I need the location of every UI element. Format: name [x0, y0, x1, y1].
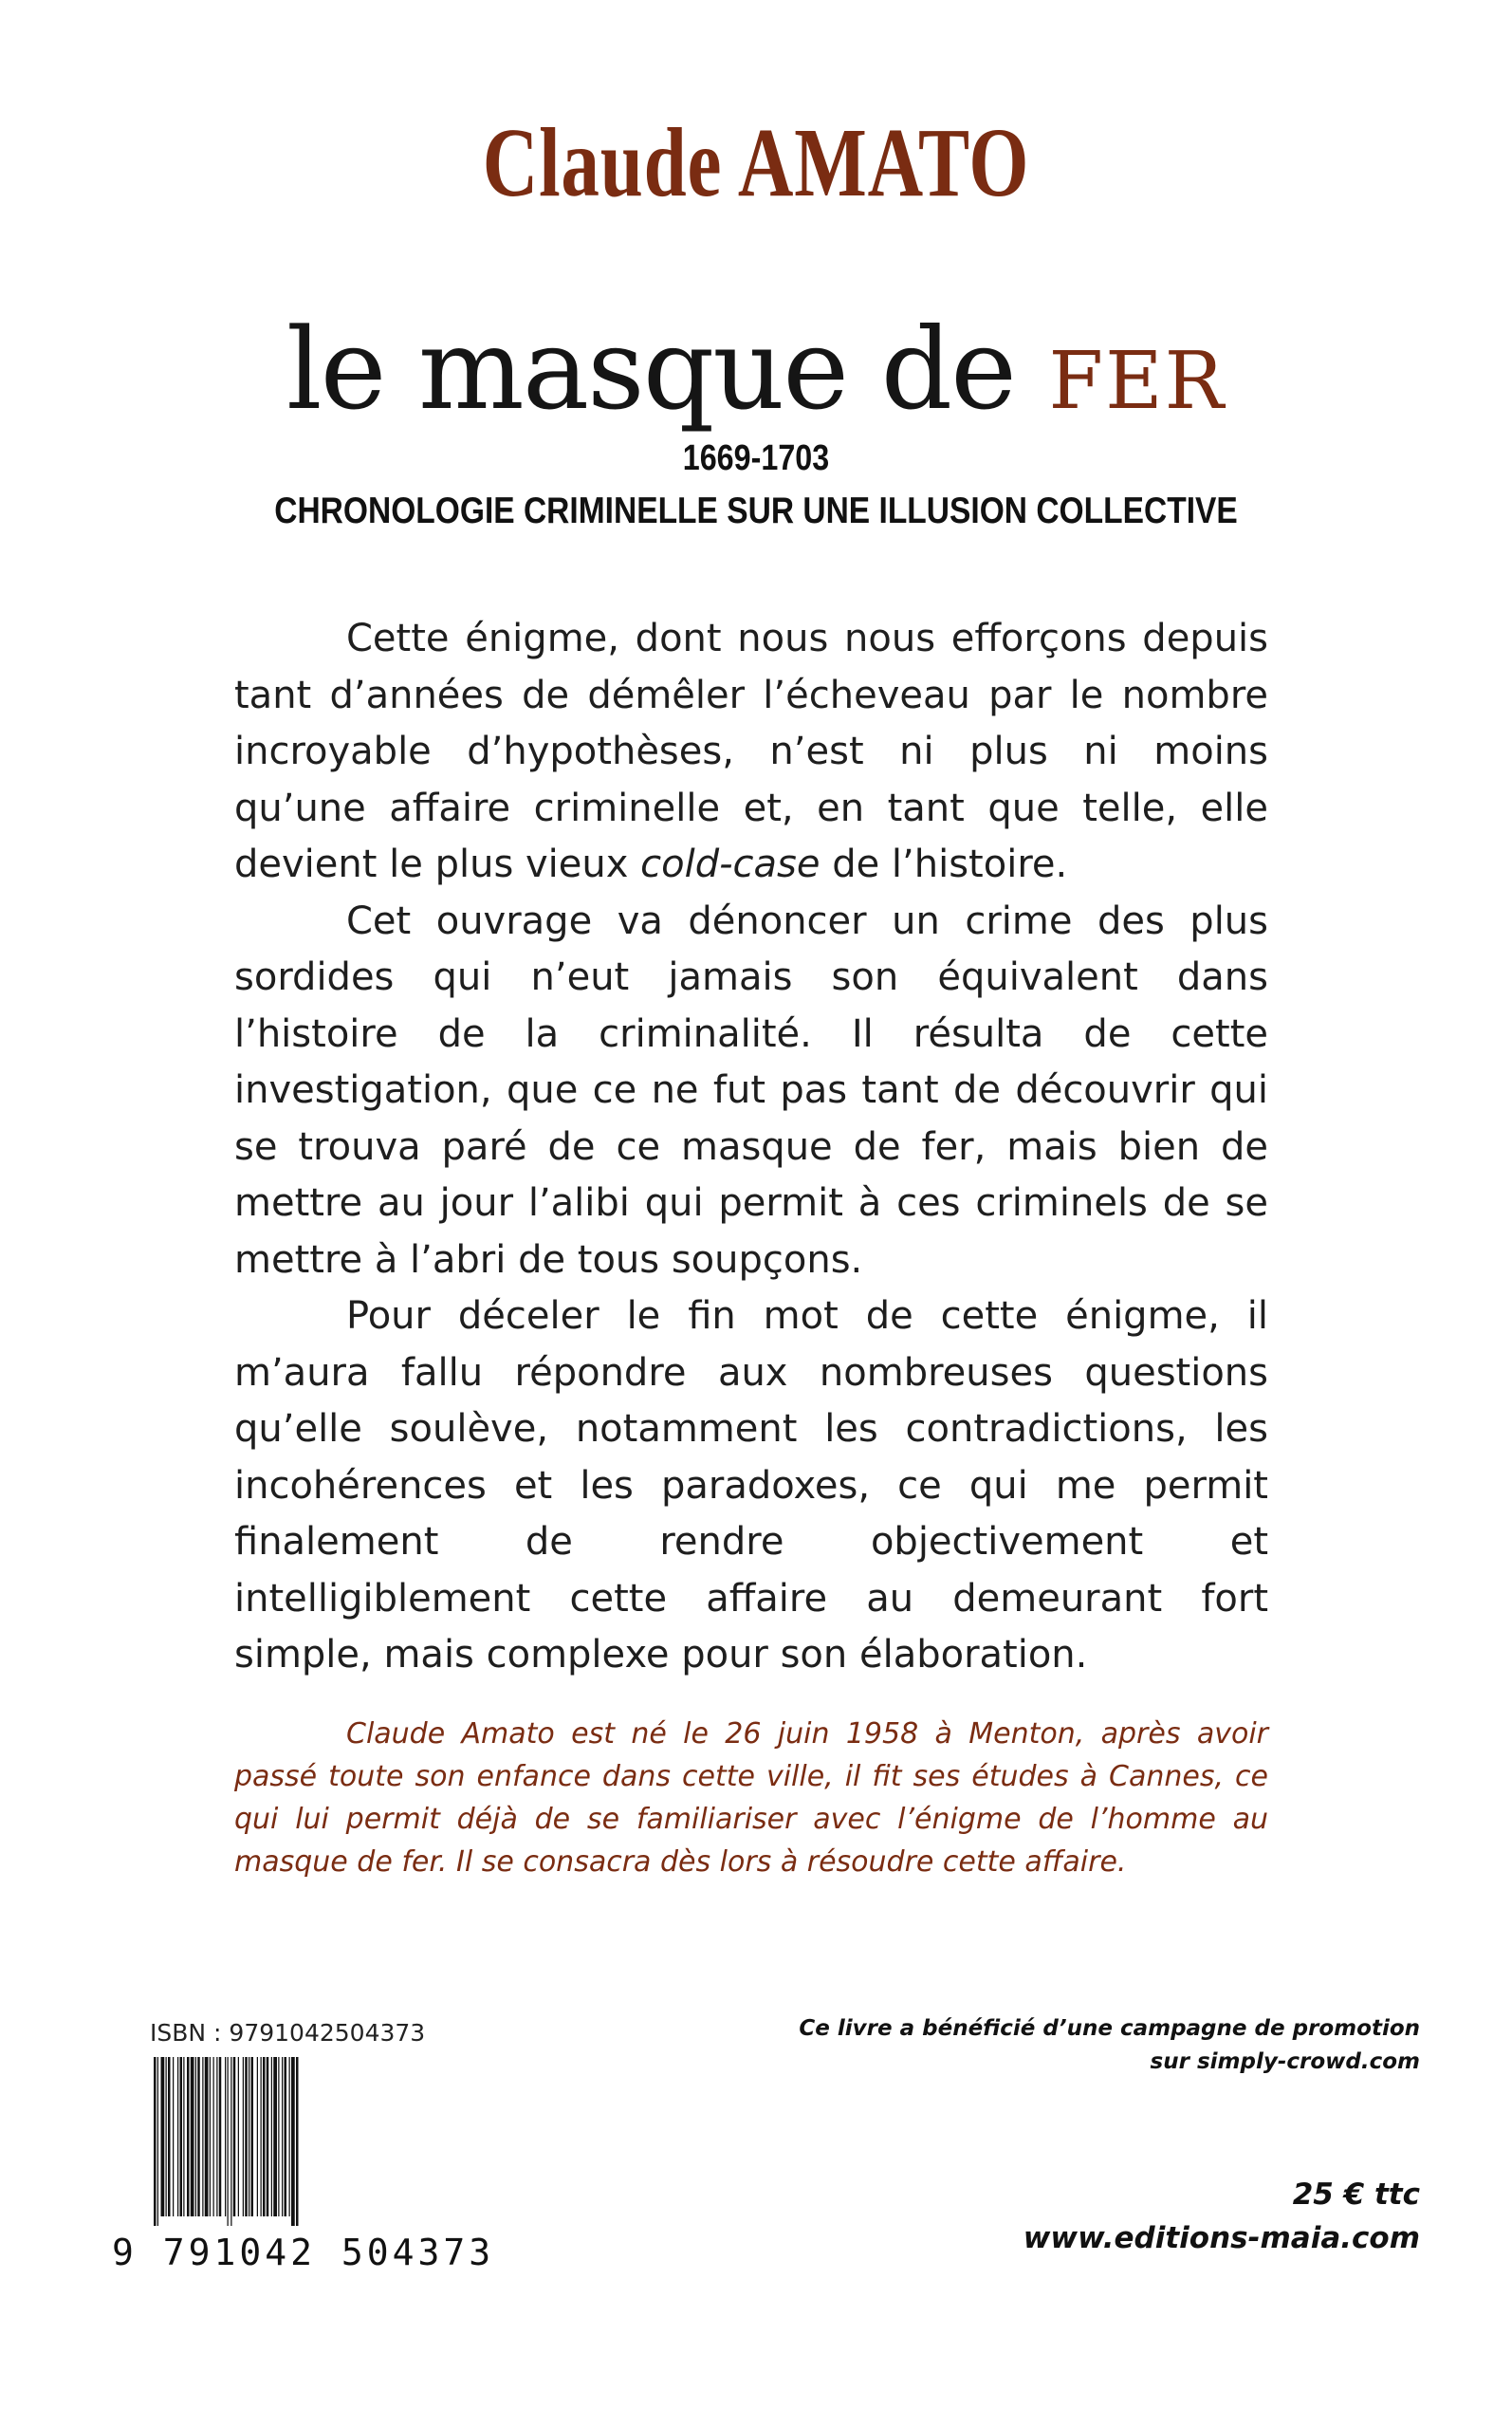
- barcode-bar: [238, 2057, 239, 2216]
- price-block: [1023, 2173, 1420, 2260]
- author-bio-text: Claude Amato est né le 26 juin 1958 à Menton, après avoir passé toute son enfance dans cette ville, il fit ses études à Cannes, ce qui lui permit déjà de se familiariser avec l’énigme de l’homme au masque de fer. Il se consacra dès lors à résoudre cette affaire.: [234, 1717, 1268, 1879]
- barcode-bar: [257, 2057, 258, 2216]
- barcode-bar: [157, 2057, 158, 2226]
- blurb-paragraph-2: Cet ouvrage va dénoncer un crime des plus sordides qui n’eut jamais son équivalent dans l’histoire de la criminalité. Il résulta de cette investigation, que ce ne fut pas tant de découvrir qui se trouva paré de ce masque de fer, mais bien de mettre au jour l’alibi qui permit à ces criminels de se mettre à l’abri de tous soupçons.: [234, 899, 1268, 1282]
- barcode: [154, 2057, 429, 2226]
- author-name: Claude AMATO: [482, 108, 1030, 217]
- blurb-paragraph-3: Pour déceler le fin mot de cette énigme, il m’aura fallu répondre aux nombreuses questions qu’elle soulève, notamment les contradictions, les incohérences et les paradoxes, ce qui me permit finalement de rendre objectivement et intelligiblement cette affaire au demeurant fort simple, mais complexe pour son élaboration.: [234, 1294, 1268, 1677]
- book-subtitle: [0, 438, 1512, 532]
- barcode-bar: [195, 2057, 196, 2216]
- barcode-bar: [251, 2057, 254, 2216]
- barcode-bar: [230, 2057, 231, 2226]
- isbn-label: ISBN : 9791042504373: [150, 2019, 426, 2047]
- barcode-bar: [210, 2057, 211, 2216]
- author-bio: [234, 1713, 1268, 1883]
- barcode-bar: [233, 2057, 236, 2216]
- promotion-note: [756, 2012, 1420, 2079]
- barcode-bar: [191, 2057, 194, 2216]
- blurb-paragraph-1: [234, 611, 1268, 894]
- promotion-line-2: sur simply-crowd.com: [1150, 2049, 1420, 2074]
- book-title: [0, 304, 1512, 435]
- blurb-p1-text: Cette énigme, dont nous nous efforçons depuis tant d’années de démêler l’écheveau par le nombre incroyable d’hypothèses, n’est ni plus ni moins qu’une affaire criminelle et, en tant que telle, elle devient le plus vieux: [234, 617, 1268, 886]
- price: 25 € ttc: [1292, 2177, 1420, 2212]
- blurb-p1-italic: cold-case: [640, 843, 821, 886]
- barcode-bar: [263, 2057, 266, 2216]
- book-tagline: CHRONOLOGIE CRIMINELLE SUR UNE ILLUSION COLLECTIVE: [274, 491, 1238, 531]
- book-title-accent: fer: [1048, 304, 1226, 435]
- barcode-bar: [285, 2057, 287, 2216]
- barcode-bar: [187, 2057, 190, 2216]
- barcode-bar: [273, 2057, 277, 2216]
- blurb: [234, 611, 1268, 1684]
- barcode-bar: [225, 2057, 226, 2216]
- barcode-bar: [245, 2057, 248, 2216]
- barcode-bar: [219, 2057, 222, 2216]
- barcode-digits: 9 791042 504373: [112, 2232, 495, 2273]
- barcode-bar: [166, 2057, 167, 2216]
- barcode-bar: [161, 2057, 165, 2216]
- barcode-bar: [202, 2057, 203, 2216]
- book-years: 1669-1703: [682, 438, 830, 478]
- barcode-bar: [197, 2057, 200, 2216]
- barcode-bar: [183, 2057, 184, 2216]
- barcode-bar: [278, 2057, 279, 2216]
- blurb-p1-end: de l’histoire.: [820, 843, 1068, 886]
- barcode-bar: [213, 2057, 214, 2216]
- barcode-bar: [291, 2057, 295, 2226]
- barcode-bar: [289, 2057, 290, 2216]
- barcode-bar: [177, 2057, 178, 2216]
- barcode-bar: [168, 2057, 171, 2216]
- barcode-bar: [216, 2057, 217, 2216]
- barcode-bar: [180, 2057, 183, 2216]
- barcode-bar: [267, 2057, 269, 2216]
- barcode-bar: [296, 2057, 299, 2226]
- barcode-bar: [271, 2057, 272, 2216]
- barcode-bar: [228, 2057, 229, 2226]
- barcode-bar: [205, 2057, 209, 2216]
- publisher-website: www.editions-maia.com: [1023, 2221, 1420, 2255]
- barcode-bar: [282, 2057, 283, 2216]
- promotion-line-1: Ce livre a bénéficié d’une campagne de promotion: [799, 2016, 1420, 2041]
- barcode-bar: [154, 2057, 157, 2226]
- barcode-bar: [173, 2057, 174, 2216]
- barcode-bar: [261, 2057, 262, 2216]
- barcode-bar: [243, 2057, 244, 2216]
- book-title-main: le masque de: [286, 304, 1049, 435]
